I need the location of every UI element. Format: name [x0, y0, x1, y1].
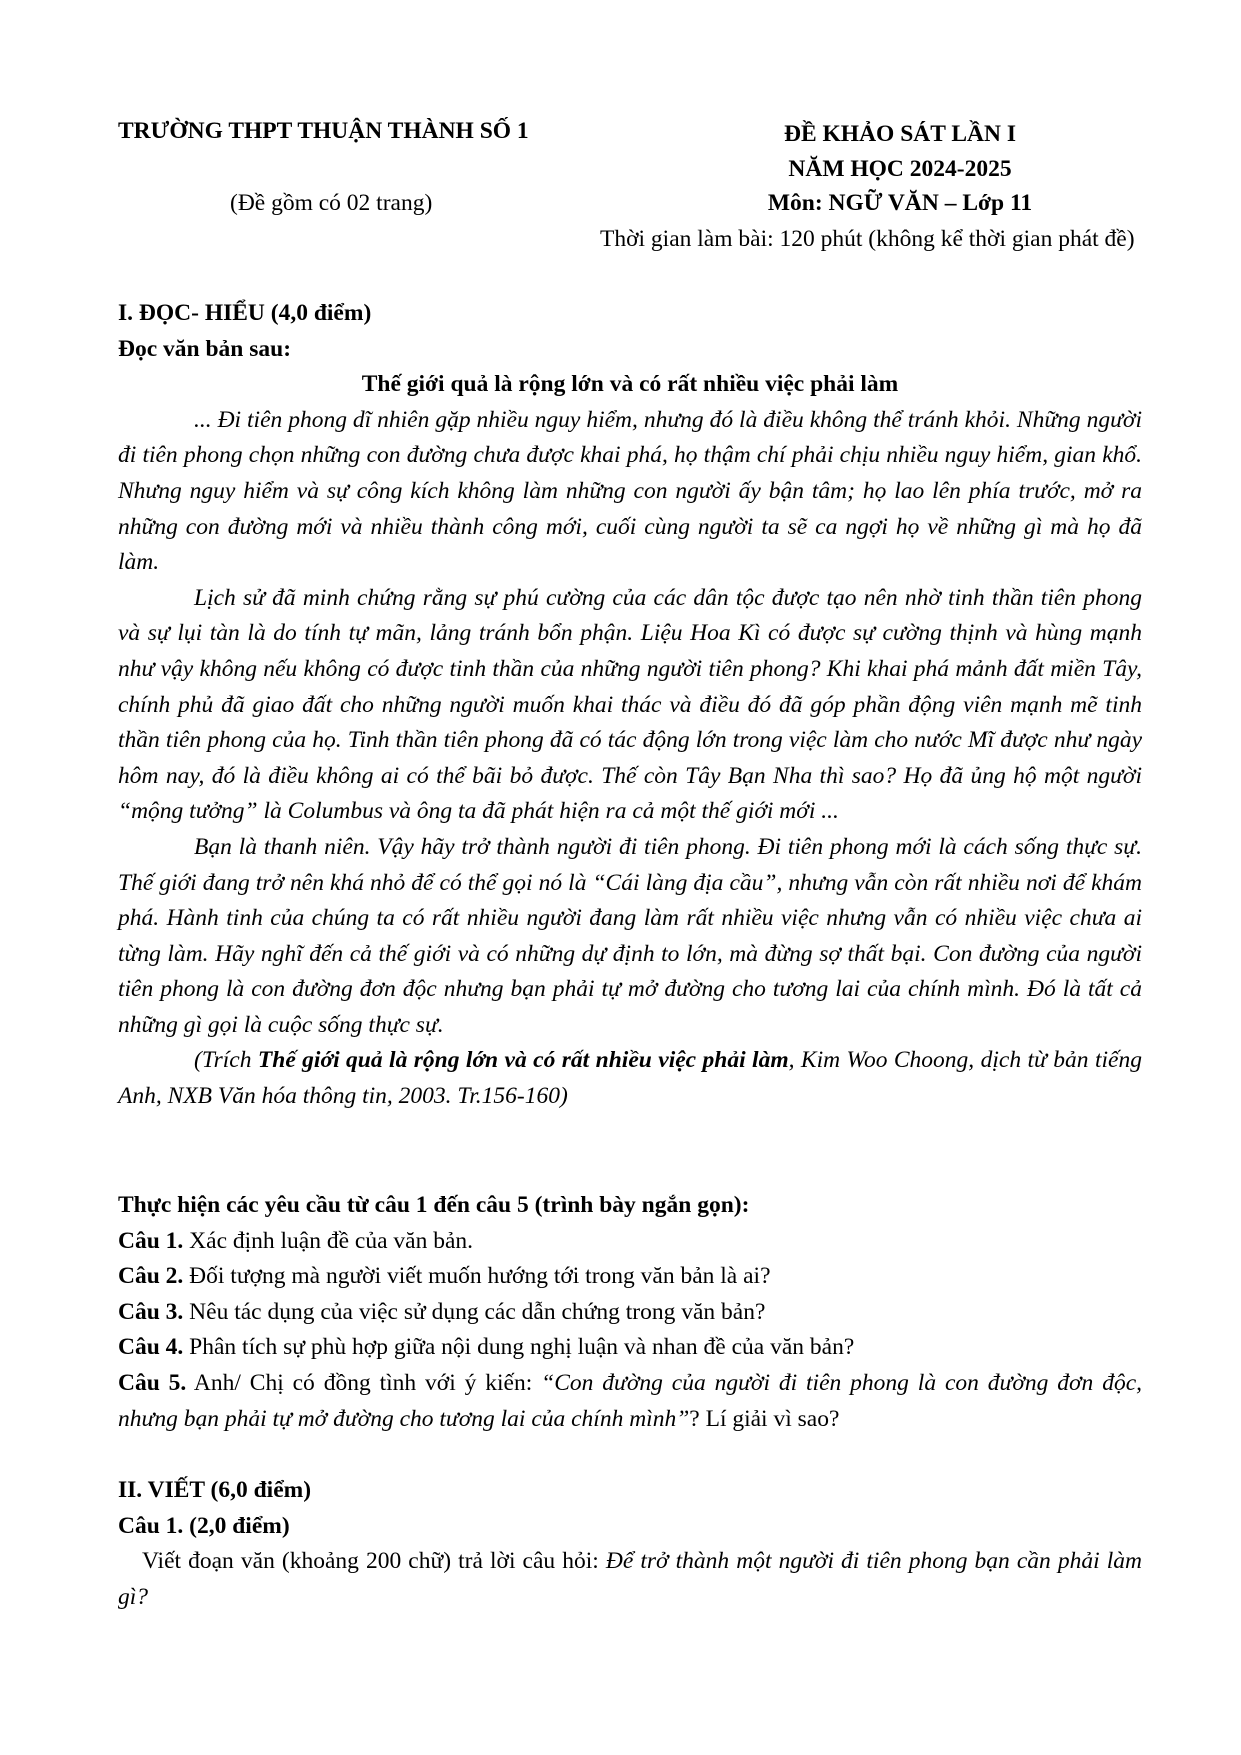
- question-3: [118, 1295, 1142, 1331]
- question-tail: ? Lí giải vì sao?: [689, 1405, 840, 1432]
- question-text: Xác định luận đề của văn bản.: [183, 1227, 474, 1254]
- question-label: Câu 1.: [118, 1227, 184, 1254]
- citation-source: , Kim Woo Choong, dịch từ bản tiếng Anh, NXB Văn hóa thông tin, 2003. Tr.156-160): [118, 1047, 1142, 1110]
- citation-title: Thế giới quả là rộng lớn và có rất nhiều việc phải làm: [257, 1047, 789, 1074]
- question-text: Đối tượng mà người viết muốn hướng tới trong văn bản là ai?: [183, 1263, 771, 1290]
- passage-paragraph-3: Bạn là thanh niên. Vậy hãy trở thành người đi tiên phong. Đi tiên phong mới là cách sống thực sự. Thế giới đang trở nên khá nhỏ để có thể gọi nó là “Cái làng địa cầu”, nhưng vẫn còn rất nhiều nơi để khám phá. Hành tinh của chúng ta có rất nhiều người đang làm rất nhiều việc nhưng vẫn có nhiều việc chưa ai từng làm. Hãy nghĩ đến cả thế giới và có những dự định to lớn, mà đừng sợ thất bại. Con đường của người tiên phong là con đường đơn độc nhưng bạn phải tự mở đường cho tương lai của chính mình. Đó là tất cả những gì gọi là cuộc sống thực sự.: [118, 833, 1142, 1038]
- passage-paragraph-2: Lịch sử đã minh chứng rằng sự phú cường của các dân tộc được tạo nên nhờ tinh thần tiên phong và sự lụi tàn là do tính tự mãn, lảng tránh bổn phận. Liệu Hoa Kì có được sự cường thịnh và hùng mạnh như vậy không nếu không có được tinh thần của những người tiên phong? Khi khai phá mảnh đất miền Tây, chính phủ đã giao đất cho những người muốn khai thác và điều đó đã góp phần động viên mạnh mẽ tinh thần tiên phong của họ. Tinh thần tiên phong đã có tác động lớn trong việc làm cho nước Mĩ được như ngày hôm nay, đó là điều không ai có thể bãi bỏ được. Thế còn Tây Bạn Nha thì sao? Họ đã ủng hộ một người “mộng tưởng” là Columbus và ông ta đã phát hiện ra cả một thế giới mới ...: [118, 584, 1142, 825]
- question-text: Nêu tác dụng của việc sử dụng các dẫn chứng trong văn bản?: [183, 1298, 766, 1325]
- question-label: Câu 5.: [118, 1369, 187, 1396]
- exam-title: ĐỀ KHẢO SÁT LẦN I: [783, 121, 1016, 147]
- question-label: Câu 2.: [118, 1263, 184, 1290]
- reading-section: [118, 296, 1142, 1115]
- passage-paragraph-1: ... Đi tiên phong dĩ nhiên gặp nhiều nguy hiểm, nhưng đó là điều không thể tránh khỏi. Những người đi tiên phong chọn những con đường chưa được khai phá, họ thậm chí phải chịu nhiều nguy hiểm, gian khổ. Nhưng nguy hiểm và sự công kích không làm những con người ấy bận tâm; họ lao lên phía trước, mở ra những con đường mới và nhiều thành công mới, cuối cùng người ta sẽ ca ngợi họ về những gì mà họ đã làm.: [118, 406, 1142, 576]
- passage-citation: [118, 1043, 1142, 1114]
- question-1: [118, 1224, 1142, 1260]
- school-name: TRƯỜNG THPT THUẬN THÀNH SỐ 1: [118, 118, 529, 144]
- writing-section: [118, 1473, 1142, 1615]
- question-text: Anh/ Chị có đồng tình với ý kiến:: [186, 1369, 542, 1396]
- writing-q1-question: Để trở thành một người đi tiên phong bạn cần phải làm gì?: [118, 1548, 1142, 1610]
- question-2: [118, 1259, 1142, 1295]
- question-label: Câu 3.: [118, 1298, 184, 1325]
- subject-line: Môn: NGỮ VĂN – Lớp 11: [767, 190, 1033, 216]
- school-year: NĂM HỌC 2024-2025: [788, 156, 1012, 182]
- citation-prefix: (Trích: [194, 1047, 258, 1074]
- question-quote: “Con đường của người đi tiên phong là con đường đơn độc, nhưng bạn phải tự mở đường cho tương lai của chính mình”: [118, 1369, 1143, 1432]
- writing-q1-text: Viết đoạn văn (khoảng 200 chữ) trả lời câu hỏi:: [142, 1548, 606, 1575]
- writing-q1-prompt: [118, 1544, 1142, 1615]
- question-5: [118, 1366, 1142, 1437]
- pages-note: (Đề gồm có 02 trang): [230, 190, 433, 216]
- question-label: Câu 4.: [118, 1334, 184, 1361]
- question-text: Phân tích sự phù hợp giữa nội dung nghị luận và nhan đề của văn bản?: [183, 1334, 855, 1361]
- question-4: [118, 1330, 1142, 1366]
- passage-title: Thế giới quả là rộng lớn và có rất nhiều việc phải làm: [361, 371, 899, 398]
- section-2-title: II. VIẾT (6,0 điểm): [118, 1477, 312, 1503]
- questions-block: [118, 1188, 1142, 1437]
- reading-instruction: Đọc văn bản sau:: [118, 335, 292, 362]
- time-note: Thời gian làm bài: 120 phút (không kể thời gian phát đề): [600, 226, 1135, 252]
- task-heading: Thực hiện các yêu cầu từ câu 1 đến câu 5 (trình bày ngắn gọn):: [118, 1192, 750, 1218]
- writing-q1-heading: Câu 1. (2,0 điểm): [118, 1512, 290, 1539]
- section-1-title: I. ĐỌC- HIỂU (4,0 điểm): [118, 300, 372, 326]
